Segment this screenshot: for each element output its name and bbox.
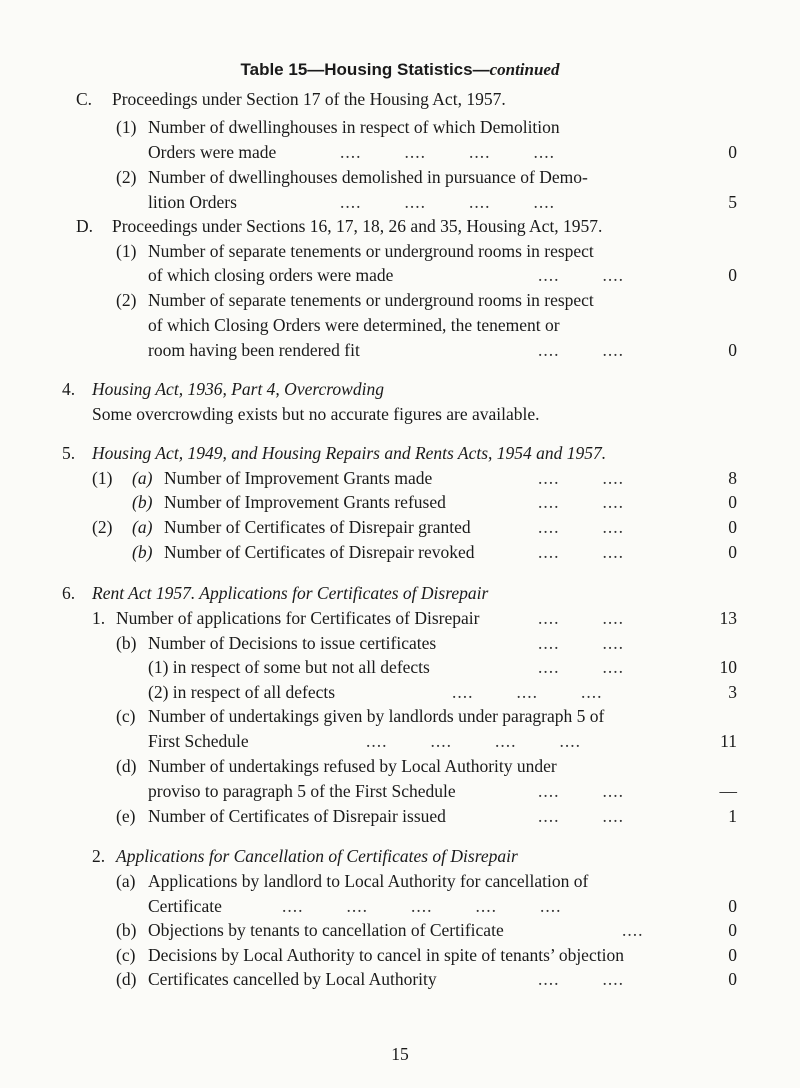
section-d-text: Proceedings under Sections 16, 17, 18, 26 and 35, Housing Act, 1957. [112, 216, 603, 236]
section-4-label: 4. [62, 379, 76, 399]
d2-line2: of which Closing Orders were determined, the tenement or [148, 315, 560, 335]
s6-d-value: — [719, 781, 737, 801]
s5-r2-text: Number of Improvement Grants refused [164, 492, 446, 512]
s6-e-value: 1 [728, 806, 737, 826]
s6-c3-value: 0 [728, 945, 737, 965]
title-main: Table 15—Housing Statistics— [240, 60, 490, 79]
s5-r1-num: (1) [92, 468, 113, 488]
s5-r3-sub: (a) [132, 517, 153, 537]
s6-d3-value: 0 [728, 969, 737, 989]
s6-d-sub: (d) [116, 756, 137, 776]
s6-p1-num: 1. [92, 608, 106, 628]
c1-value: 0 [728, 142, 737, 162]
s6-e-text: Number of Certificates of Disrepair issued [148, 806, 446, 826]
s6-b1-value: 10 [719, 657, 737, 677]
s6-b-sub: (b) [116, 633, 137, 653]
s6-c-line2: First Schedule [148, 731, 249, 751]
s6-d-line2: proviso to paragraph 5 of the First Schedule [148, 781, 456, 801]
s5-r2-value: 0 [728, 492, 737, 512]
section-6-label: 6. [62, 583, 76, 603]
d1-num: (1) [116, 241, 137, 261]
d1-line1: Number of separate tenements or underground rooms in respect [148, 241, 594, 261]
s6-p1-text: Number of applications for Certificates of Disrepair [116, 608, 480, 628]
leader-dots: .... .... [538, 468, 624, 488]
s6-c-value: 11 [720, 731, 737, 751]
s6-a2-line2: Certificate [148, 896, 222, 916]
c1-num: (1) [116, 117, 137, 137]
c2-line1: Number of dwellinghouses demolished in pursuance of Demo- [148, 167, 588, 187]
s6-b2-text: (2) in respect of all defects [148, 682, 336, 702]
leader-dots: .... .... [538, 492, 624, 512]
section-4-heading: Housing Act, 1936, Part 4, Overcrowding [92, 379, 384, 399]
table-title [0, 60, 800, 80]
page-number: 15 [391, 1044, 409, 1064]
section-c-text: Proceedings under Section 17 of the Housing Act, 1957. [112, 89, 506, 109]
leader-dots: .... .... .... [452, 682, 603, 702]
s6-d3-text: Certificates cancelled by Local Authority [148, 969, 437, 989]
leader-dots: .... .... .... .... [366, 731, 581, 751]
s6-b2-value: 3 [728, 682, 737, 702]
c2-num: (2) [116, 167, 137, 187]
d2-num: (2) [116, 290, 137, 310]
title-continued: continued [489, 60, 560, 79]
s6-a2-line1: Applications by landlord to Local Authority for cancellation of [148, 871, 589, 891]
leader-dots: .... .... [538, 633, 624, 653]
s6-b1-text: (1) in respect of some but not all defects [148, 657, 430, 677]
s6-c3-sub: (c) [116, 945, 136, 965]
s6-b3-text: Objections by tenants to cancellation of Certificate [148, 920, 504, 940]
section-c-label: C. [76, 89, 93, 109]
s5-r3-num: (2) [92, 517, 113, 537]
s5-r1-value: 8 [728, 468, 737, 488]
s6-p1-value: 13 [719, 608, 737, 628]
d1-line2: of which closing orders were made [148, 265, 394, 285]
s6-a2-sub: (a) [116, 871, 136, 891]
leader-dots: .... .... [538, 806, 624, 826]
c2-value: 5 [728, 192, 737, 212]
c2-line2: lition Orders [148, 192, 237, 212]
leader-dots: .... .... [538, 657, 624, 677]
leader-dots: .... .... [538, 608, 624, 628]
leader-dots: .... .... .... .... [340, 192, 555, 212]
leader-dots: .... .... [538, 265, 624, 285]
leader-dots: .... .... .... .... [340, 142, 555, 162]
leader-dots: .... [622, 920, 644, 940]
s6-b-text: Number of Decisions to issue certificates [148, 633, 437, 653]
c1-line1: Number of dwellinghouses in respect of which Demolition [148, 117, 560, 137]
leader-dots: .... .... [538, 340, 624, 360]
section-4-text: Some overcrowding exists but no accurate figures are available. [92, 404, 540, 424]
s6-a2-value: 0 [728, 896, 737, 916]
s6-d3-sub: (d) [116, 969, 137, 989]
c1-line2: Orders were made [148, 142, 277, 162]
s6-c-line1: Number of undertakings given by landlords under paragraph 5 of [148, 706, 605, 726]
section-5-heading: Housing Act, 1949, and Housing Repairs and Rents Acts, 1954 and 1957. [92, 443, 607, 463]
s5-r4-sub: (b) [132, 542, 153, 562]
s6-c-sub: (c) [116, 706, 136, 726]
s5-r1-text: Number of Improvement Grants made [164, 468, 433, 488]
s5-r4-text: Number of Certificates of Disrepair revoked [164, 542, 475, 562]
s5-r2-sub: (b) [132, 492, 153, 512]
d2-line3: room having been rendered fit [148, 340, 360, 360]
s6-d-line1: Number of undertakings refused by Local Authority under [148, 756, 557, 776]
s6-p2-num: 2. [92, 846, 106, 866]
s5-r3-value: 0 [728, 517, 737, 537]
s6-b3-value: 0 [728, 920, 737, 940]
leader-dots: .... .... [538, 542, 624, 562]
section-d-label: D. [76, 216, 94, 236]
s6-p2-heading: Applications for Cancellation of Certificates of Disrepair [116, 846, 518, 866]
s6-e-sub: (e) [116, 806, 136, 826]
d2-value: 0 [728, 340, 737, 360]
s5-r4-value: 0 [728, 542, 737, 562]
s5-r1-sub: (a) [132, 468, 153, 488]
s6-b3-sub: (b) [116, 920, 137, 940]
section-5-label: 5. [62, 443, 76, 463]
section-6-heading: Rent Act 1957. Applications for Certificates of Disrepair [92, 583, 489, 603]
leader-dots: .... .... .... .... .... [282, 896, 562, 916]
s5-r3-text: Number of Certificates of Disrepair granted [164, 517, 471, 537]
leader-dots: .... .... [538, 517, 624, 537]
leader-dots: .... .... [538, 969, 624, 989]
d1-value: 0 [728, 265, 737, 285]
leader-dots: .... .... [538, 781, 624, 801]
s6-c3-text: Decisions by Local Authority to cancel in spite of tenants’ objection [148, 945, 624, 965]
d2-line1: Number of separate tenements or underground rooms in respect [148, 290, 594, 310]
